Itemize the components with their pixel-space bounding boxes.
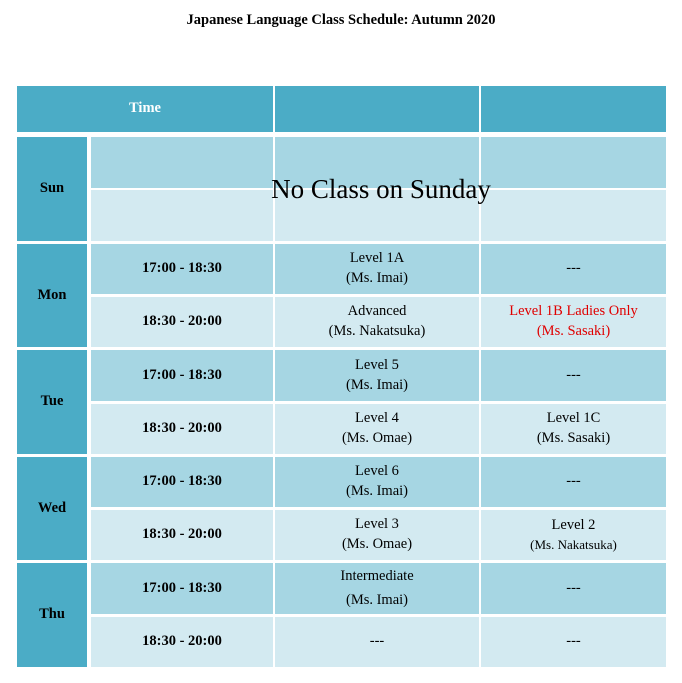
day-tue: Tue	[17, 350, 87, 454]
day-thu: Thu	[17, 563, 87, 667]
teacher-name: (Ms. Imai)	[345, 270, 408, 286]
thu-slot-1-time: 17:00 - 18:30	[91, 563, 273, 614]
mon-slot-1-time: 17:00 - 18:30	[91, 244, 273, 294]
teacher-name: (Ms. Omae)	[341, 430, 413, 446]
thu-slot-2-class-2	[481, 617, 666, 667]
wed-slot-1-class	[275, 457, 479, 507]
wed-slot-2-class-2	[481, 510, 666, 560]
class-name: Intermediate	[340, 568, 414, 585]
header-time: Time	[17, 86, 273, 132]
teacher-name: (Ms. Imai)	[345, 591, 408, 608]
class-name: Level 3	[355, 516, 399, 533]
teacher-name: (Ms. Sasaki)	[536, 323, 611, 339]
thu-slot-2-class	[275, 617, 479, 667]
mon-slot-1-class-2	[481, 244, 666, 294]
empty-dash: ---	[566, 633, 581, 650]
tue-slot-2-time: 18:30 - 20:00	[91, 404, 273, 454]
tue-slot-2-class-2	[481, 404, 666, 454]
mon-slot-1-class	[275, 244, 479, 294]
teacher-name: (Ms. Imai)	[345, 376, 408, 393]
empty-dash: ---	[566, 473, 581, 490]
wed-slot-1-class-2	[481, 457, 666, 507]
day-mon: Mon	[17, 244, 87, 347]
tue-slot-1-class	[275, 350, 479, 401]
header-col-2	[275, 86, 479, 132]
class-name: Level 1B Ladies Only	[509, 303, 638, 320]
wed-slot-2-class	[275, 510, 479, 560]
tue-slot-2-class	[275, 404, 479, 454]
teacher-name: (Ms. Sasaki)	[536, 430, 611, 446]
empty-dash: ---	[369, 633, 385, 650]
teacher-name: (Ms. Nakatsuka)	[530, 537, 617, 552]
teacher-name: (Ms. Nakatsuka)	[328, 323, 426, 339]
class-name: Level 5	[355, 356, 399, 373]
empty-dash: ---	[566, 260, 581, 277]
thu-slot-1-class	[275, 563, 479, 614]
page-title: Japanese Language Class Schedule: Autumn 2020	[186, 12, 496, 28]
day-sun: Sun	[17, 137, 87, 241]
mon-slot-2-class-2	[481, 297, 666, 347]
class-name: Level 1C	[546, 410, 601, 427]
mon-slot-2-time: 18:30 - 20:00	[91, 297, 273, 347]
no-class-note: No Class on Sunday	[271, 173, 491, 204]
tue-slot-1-time: 17:00 - 18:30	[91, 350, 273, 401]
thu-slot-1-class-2	[481, 563, 666, 614]
class-name: Advanced	[347, 303, 407, 320]
class-name: Level 1A	[349, 250, 405, 267]
empty-dash: ---	[566, 579, 581, 596]
wed-slot-2-time: 18:30 - 20:00	[91, 510, 273, 560]
wed-slot-1-time: 17:00 - 18:30	[91, 457, 273, 507]
class-name: Level 6	[355, 463, 399, 480]
teacher-name: (Ms. Omae)	[341, 536, 413, 552]
mon-slot-2-class	[275, 297, 479, 347]
empty-dash: ---	[566, 366, 581, 383]
thu-slot-2-time: 18:30 - 20:00	[91, 617, 273, 667]
tue-slot-1-class-2	[481, 350, 666, 401]
header-col-3	[481, 86, 666, 132]
class-name: Level 2	[551, 517, 596, 534]
class-name: Level 4	[355, 410, 399, 427]
day-wed: Wed	[17, 457, 87, 560]
teacher-name: (Ms. Imai)	[345, 483, 408, 499]
